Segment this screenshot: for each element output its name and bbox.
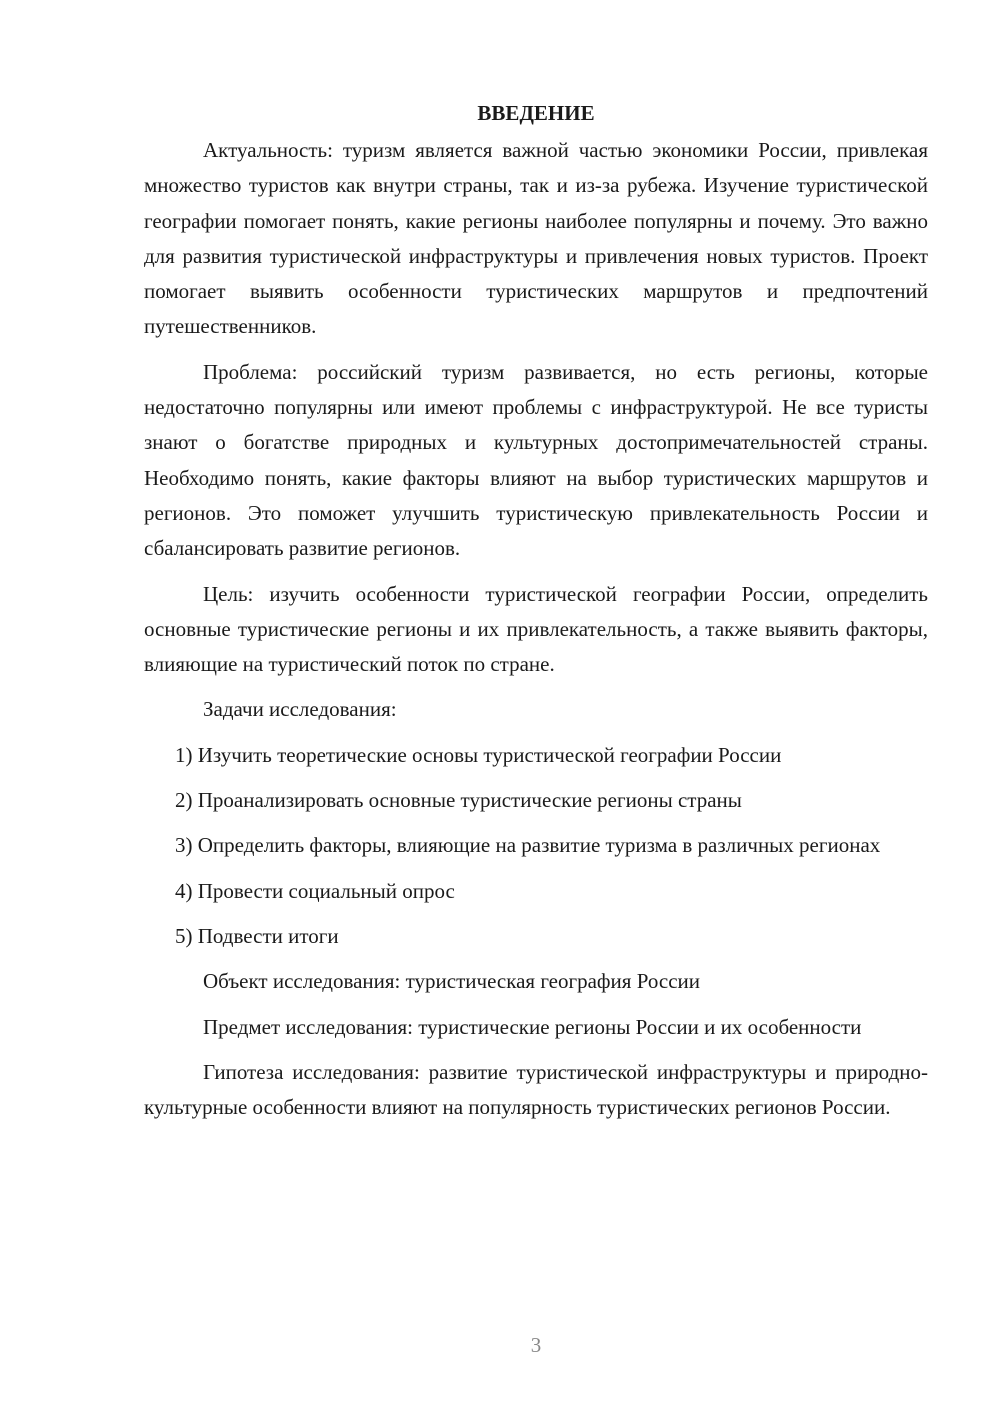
paragraph-object: Объект исследования: туристическая география России — [203, 969, 700, 994]
page-number: 3 — [530, 1333, 542, 1357]
section-title: ВВЕДЕНИЕ — [477, 101, 595, 125]
task-item: 1) Изучить теоретические основы туристической географии России — [175, 742, 782, 767]
paragraph-tasks-heading: Задачи исследования: — [203, 697, 397, 722]
task-item: 4) Провести социальный опрос — [175, 878, 455, 903]
task-item: 5) Подвести итоги — [175, 923, 339, 948]
paragraph-goal: Цель: изучить особенности туристической географии России, определить основные туристические регионы и их привлекательность, а также выявить факторы, влияющие на туристический поток по стране. — [144, 581, 928, 677]
document-page — [144, 96, 928, 1135]
paragraph-problem: Проблема: российский туризм развивается, но есть регионы, которые недостаточно популярны или имеют проблемы с инфраструктурой. Не все туристы знают о богатстве природных и культурных достопримечательностей страны. Необходимо понять, какие факторы влияют на выбор туристических маршрутов и регионов. Это поможет улучшить туристическую привлекательность России и сбалансировать развитие регионов. — [144, 359, 928, 561]
paragraph-subject: Предмет исследования: туристические регионы России и их особенности — [203, 1014, 862, 1039]
task-item: 3) Определить факторы, влияющие на развитие туризма в различных регионах — [175, 833, 881, 858]
paragraph-relevance: Актуальность: туризм является важной частью экономики России, привлекая множество туристов как внутри страны, так и из-за рубежа. Изучение туристической географии помогает понять, какие регионы наиболее популярны и почему. Это важно для развития туристической инфраструктуры и привлечения новых туристов. Проект помогает выявить особенности туристических маршрутов и предпочтений путешественников. — [144, 138, 928, 339]
paragraph-hypothesis: Гипотеза исследования: развитие туристической инфраструктуры и природно-культурные особенности влияют на популярность туристических регионов России. — [144, 1059, 928, 1120]
task-item: 2) Проанализировать основные туристические регионы страны — [175, 788, 742, 813]
